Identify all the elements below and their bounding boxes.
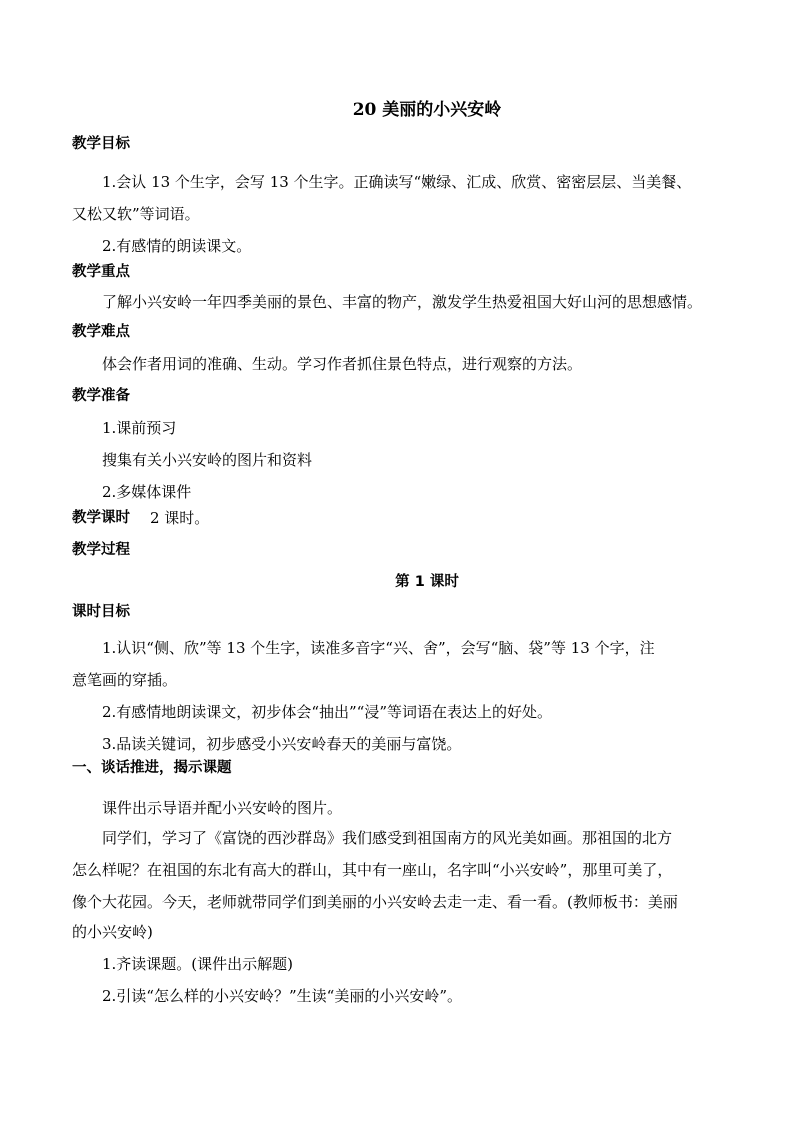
lesson-1-title: 第 1 课时 bbox=[395, 574, 459, 590]
goal-1-line-1: 1.会认 13 个生字，会写 13 个生字。正确读写“嫩绿、汇成、欣赏、密密层层、当美餐、 bbox=[102, 173, 692, 191]
section-1-para-4: 2.引读“怎么样的小兴安岭？”生读“美丽的小兴安岭”。 bbox=[102, 987, 462, 1005]
heading-process: 教学过程 bbox=[72, 542, 130, 558]
heading-section-1: 一、谈话推进，揭示课题 bbox=[72, 760, 232, 776]
heading-preparation: 教学准备 bbox=[72, 388, 130, 404]
heading-difficulties: 教学难点 bbox=[72, 324, 130, 340]
prep-item-2: 2.多媒体课件 bbox=[102, 483, 192, 501]
prep-item-1-detail: 搜集有关小兴安岭的图片和资料 bbox=[102, 451, 313, 469]
heading-lesson-goals: 课时目标 bbox=[72, 604, 130, 620]
key-points-text: 了解小兴安岭一年四季美丽的景色、丰富的物产，激发学生热爱祖国大好山河的思想感情。 bbox=[102, 293, 703, 311]
hours-value: 2 课时。 bbox=[150, 509, 210, 527]
page-title: 20 美丽的小兴安岭 bbox=[352, 100, 502, 120]
section-1-para-2-line-3: 像个大花园。今天，老师就带同学们到美丽的小兴安岭去走一走、看一看。(教师板书：美丽 bbox=[72, 893, 678, 911]
section-1-para-3: 1.齐读课题。(课件出示解题) bbox=[102, 955, 294, 973]
section-1-para-2-line-4: 的小兴安岭) bbox=[72, 923, 153, 941]
lesson-goal-1-line-1: 1.认识“侧、欣”等 13 个生字，读准多音字“兴、舍”，会写“脑、袋”等 13 个字，注 bbox=[102, 639, 655, 657]
difficulties-text: 体会作者用词的准确、生动。学习作者抓住景色特点，进行观察的方法。 bbox=[102, 355, 583, 373]
goal-1-line-2: 又松又软”等词语。 bbox=[72, 205, 200, 223]
heading-goals: 教学目标 bbox=[72, 136, 130, 152]
section-1-para-1: 课件出示导语并配小兴安岭的图片。 bbox=[102, 799, 343, 817]
heading-hours: 教学课时 bbox=[72, 510, 130, 526]
section-1-para-2-line-2: 怎么样呢？在祖国的东北有高大的群山，其中有一座山，名字叫“小兴安岭”，那里可美了， bbox=[72, 861, 673, 879]
goal-2: 2.有感情的朗读课文。 bbox=[102, 237, 252, 255]
lesson-goal-1-line-2: 意笔画的穿插。 bbox=[72, 671, 178, 689]
lesson-goal-2: 2.有感情地朗读课文，初步体会“抽出”“浸”等词语在表达上的好处。 bbox=[102, 703, 552, 721]
prep-item-1: 1.课前预习 bbox=[102, 419, 177, 437]
section-1-para-2-line-1: 同学们，学习了《富饶的西沙群岛》我们感受到祖国南方的风光美如画。那祖国的北方 bbox=[102, 829, 673, 847]
heading-key-points: 教学重点 bbox=[72, 264, 130, 280]
lesson-goal-3: 3.品读关键词，初步感受小兴安岭春天的美丽与富饶。 bbox=[102, 735, 462, 753]
